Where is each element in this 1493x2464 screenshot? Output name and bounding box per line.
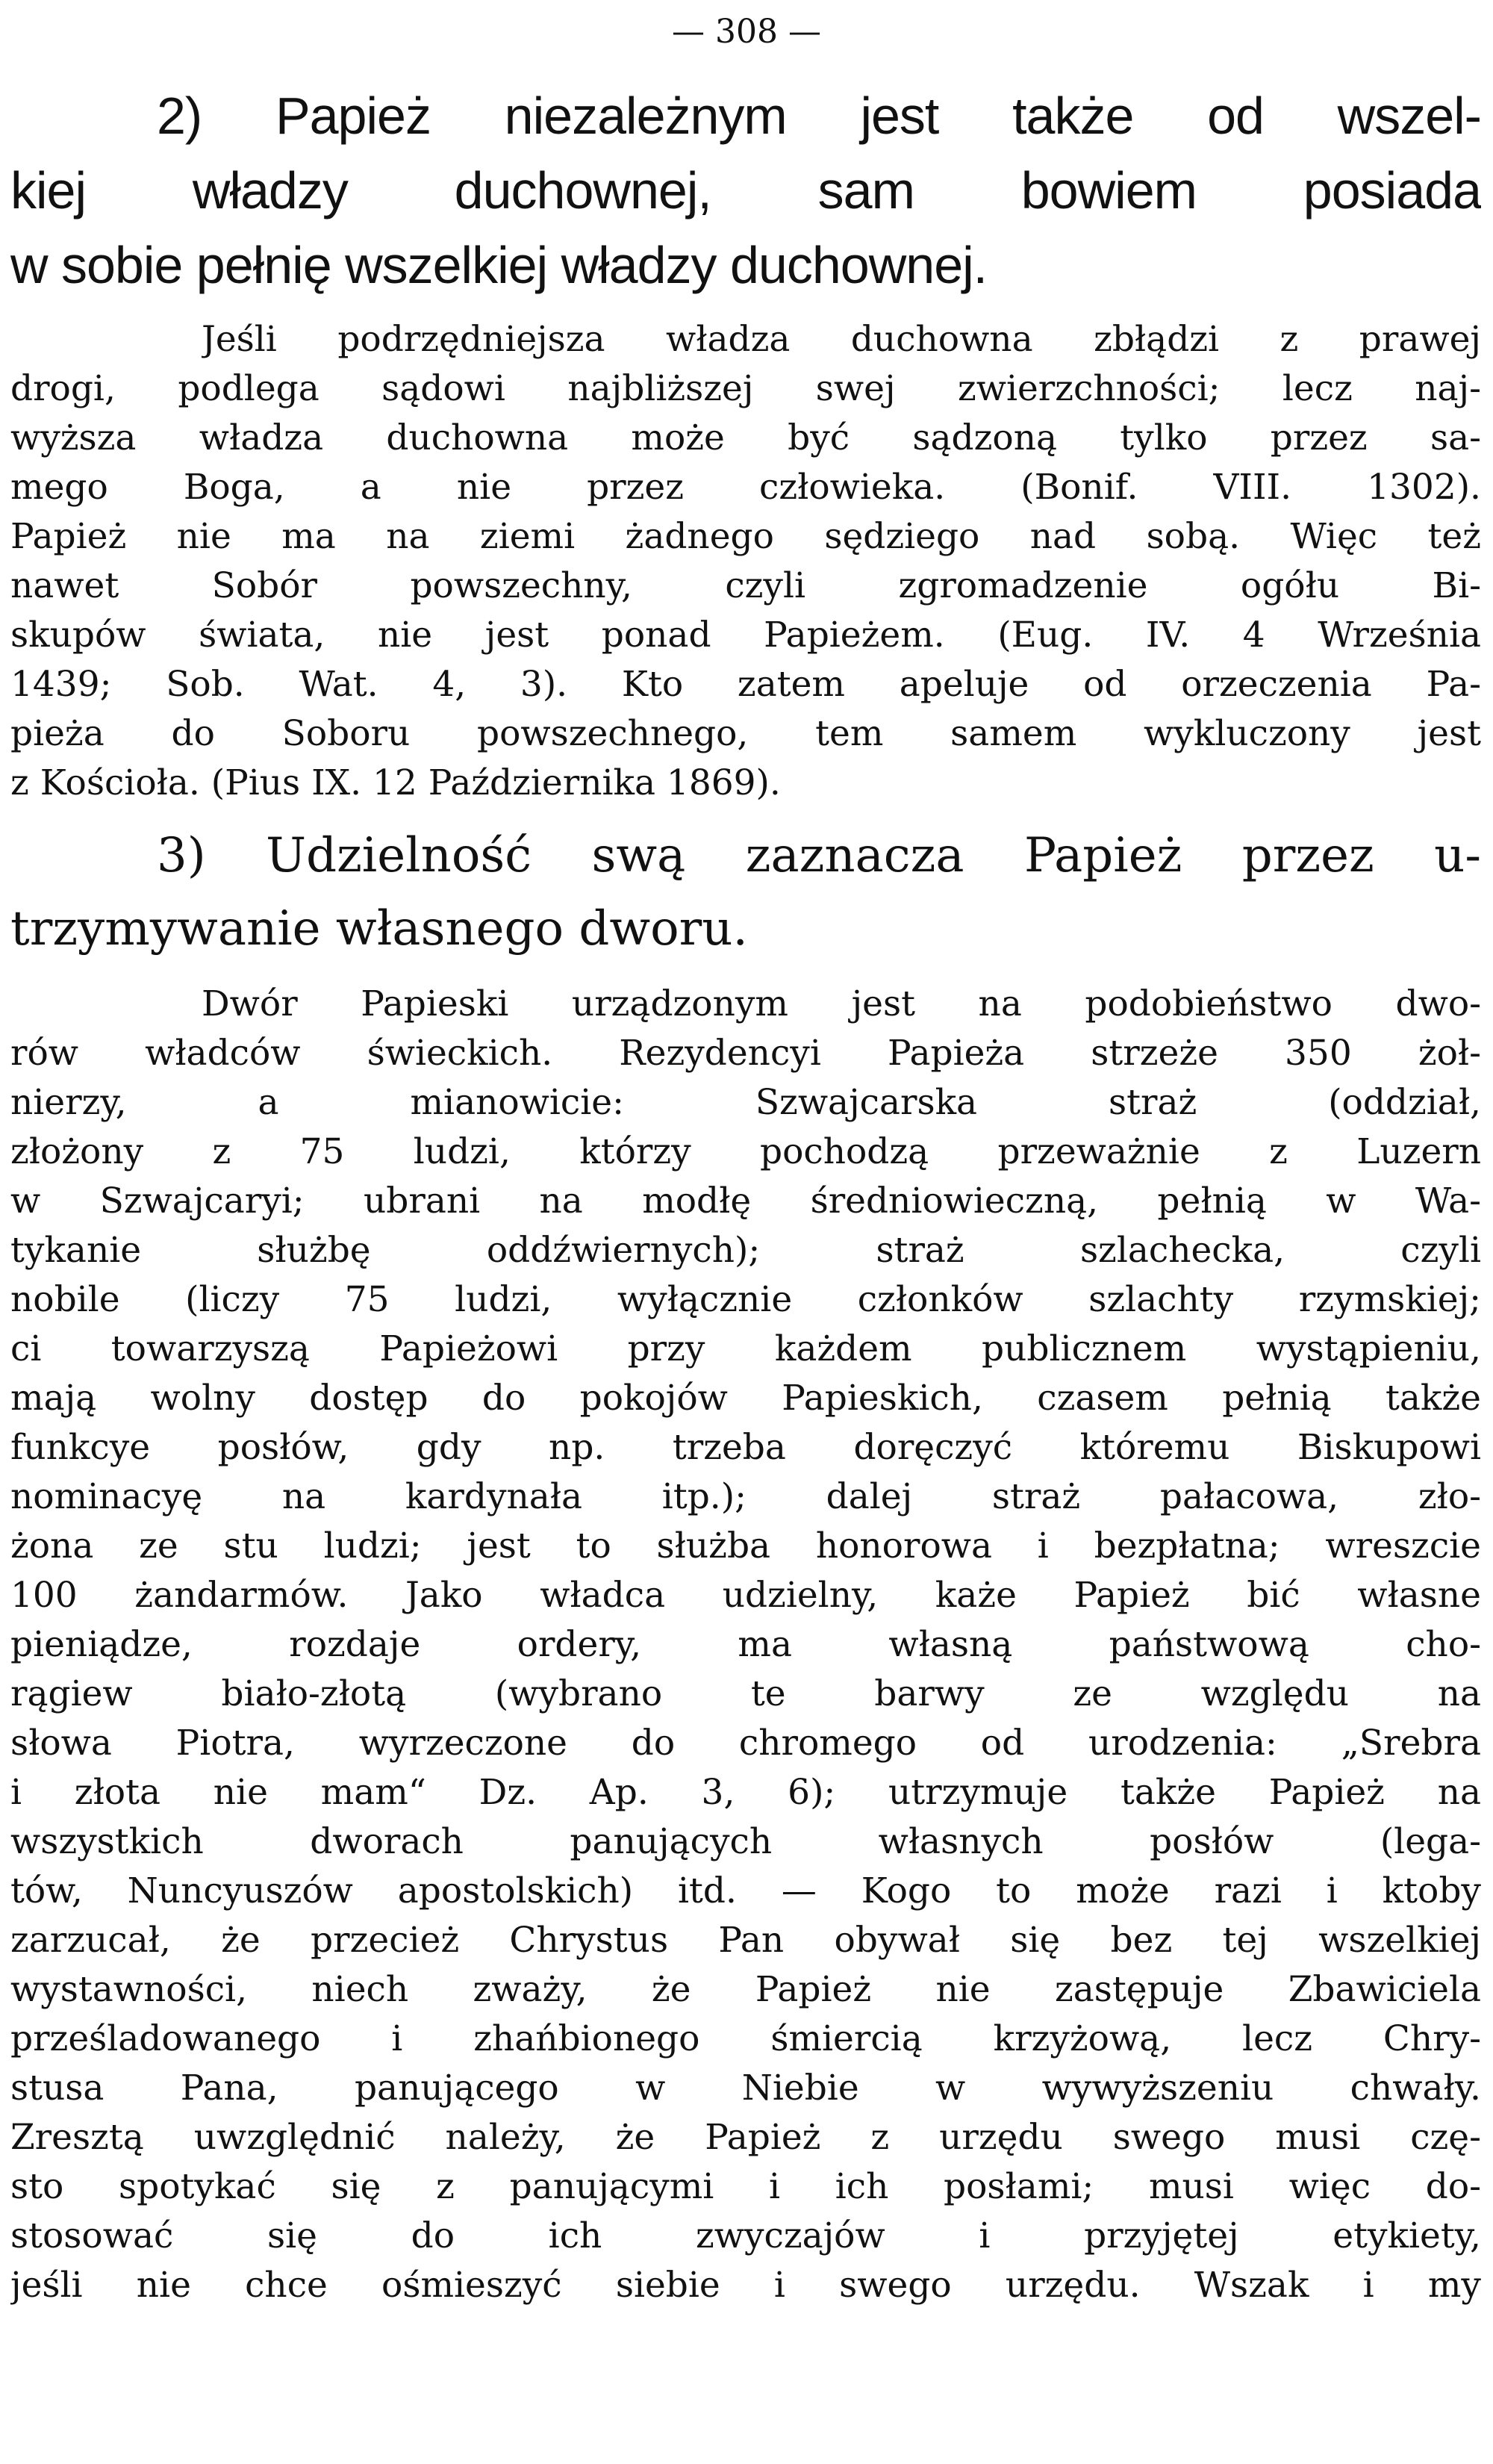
body-line: i złota nie mam“ Dz. Ap. 3, 6); utrzymuje także Papież na bbox=[10, 1772, 1481, 1813]
body-line: nominacyę na kardynała itp.); dalej straż pałacowa, zło- bbox=[10, 1476, 1481, 1517]
body-line: funkcye posłów, gdy np. trzeba doręczyć któremu Biskupowi bbox=[10, 1427, 1481, 1468]
body-line: wszystkich dworach panujących własnych posłów (lega- bbox=[10, 1821, 1481, 1862]
body-line: jeśli nie chce ośmieszyć siebie i swego urzędu. Wszak i my bbox=[10, 2265, 1481, 2306]
body-line: wystawności, niech zważy, że Papież nie zastępuje Zbawiciela bbox=[10, 1969, 1481, 2010]
body-line: Zresztą uwzględnić należy, że Papież z urzędu swego musi czę- bbox=[10, 2117, 1481, 2158]
section-3-heading-line: 3) Udzielność swą zaznacza Papież przez u- bbox=[157, 828, 1481, 883]
body-line: żona ze stu ludzi; jest to służba honorowa i bezpłatna; wreszcie bbox=[10, 1525, 1481, 1567]
body-line: ci towarzyszą Papieżowi przy każdem publicznem wystąpieniu, bbox=[10, 1328, 1481, 1369]
body-line: prześladowanego i zhańbionego śmiercią krzyżową, lecz Chry- bbox=[10, 2018, 1481, 2059]
body-line: tów, Nuncyuszów apostolskich) itd. — Kogo to może razi i ktoby bbox=[10, 1870, 1481, 1911]
body-line: mają wolny dostęp do pokojów Papieskich, czasem pełnią także bbox=[10, 1378, 1481, 1419]
page-number: — 308 — bbox=[672, 13, 821, 51]
body-line: 100 żandarmów. Jako władca udzielny, każe Papież bić własne bbox=[10, 1575, 1481, 1616]
body-line: sto spotykać się z panującymi i ich posłami; musi więc do- bbox=[10, 2166, 1481, 2207]
body-line: 1439; Sob. Wat. 4, 3). Kto zatem apeluje od orzeczenia Pa- bbox=[10, 664, 1481, 705]
body-line: nawet Sobór powszechny, czyli zgromadzenie ogółu Bi- bbox=[10, 565, 1481, 606]
body-line: Papież nie ma na ziemi żadnego sędziego nad sobą. Więc też bbox=[10, 516, 1481, 557]
body-line: drogi, podlega sądowi najbliższej swej zwierzchności; lecz naj- bbox=[10, 368, 1481, 409]
section-2-heading-line: 2) Papież niezależnym jest także od wszel- bbox=[157, 87, 1481, 145]
body-line: zarzucał, że przecież Chrystus Pan obywał się bez tej wszelkiej bbox=[10, 1920, 1481, 1961]
body-line: Jeśli podrzędniejsza władza duchowna zbłądzi z prawej bbox=[202, 319, 1481, 360]
body-line: nierzy, a mianowicie: Szwajcarska straż (oddział, bbox=[10, 1082, 1481, 1123]
body-line: rągiew biało-złotą (wybrano te barwy ze względu na bbox=[10, 1673, 1481, 1714]
body-line: skupów świata, nie jest ponad Papieżem. (Eug. IV. 4 Września bbox=[10, 615, 1481, 656]
body-line: stusa Pana, panującego w Niebie w wywyższeniu chwały. bbox=[10, 2068, 1481, 2109]
body-line: nobile (liczy 75 ludzi, wyłącznie członków szlachty rzymskiej; bbox=[10, 1279, 1481, 1320]
section-3-heading-line: trzymywanie własnego dworu. bbox=[10, 901, 748, 956]
body-line: mego Boga, a nie przez człowieka. (Bonif. VIII. 1302). bbox=[10, 467, 1481, 508]
body-line: w Szwajcaryi; ubrani na modłę średniowieczną, pełnią w Wa- bbox=[10, 1180, 1481, 1222]
section-2-heading-line: w sobie pełnię wszelkiej władzy duchownej. bbox=[10, 236, 988, 294]
section-2-heading-line: kiej władzy duchownej, sam bowiem posiada bbox=[10, 161, 1481, 220]
body-line: pieniądze, rozdaje ordery, ma własną państwową cho- bbox=[10, 1624, 1481, 1665]
body-line: Dwór Papieski urządzonym jest na podobieństwo dwo- bbox=[202, 983, 1481, 1024]
body-line: słowa Piotra, wyrzeczone do chromego od urodzenia: „Srebra bbox=[10, 1723, 1481, 1764]
body-line: wyższa władza duchowna może być sądzoną tylko przez sa- bbox=[10, 417, 1481, 458]
body-line: pieża do Soboru powszechnego, tem samem wykluczony jest bbox=[10, 713, 1481, 754]
body-line: złożony z 75 ludzi, którzy pochodzą przeważnie z Luzern bbox=[10, 1131, 1481, 1172]
body-line: stosować się do ich zwyczajów i przyjętej etykiety, bbox=[10, 2215, 1481, 2256]
body-line: z Kościoła. (Pius IX. 12 Października 1869). bbox=[10, 762, 781, 803]
body-line: tykanie służbę oddźwiernych); straż szlachecka, czyli bbox=[10, 1230, 1481, 1271]
body-line: rów władców świeckich. Rezydencyi Papieża strzeże 350 żoł- bbox=[10, 1033, 1481, 1074]
